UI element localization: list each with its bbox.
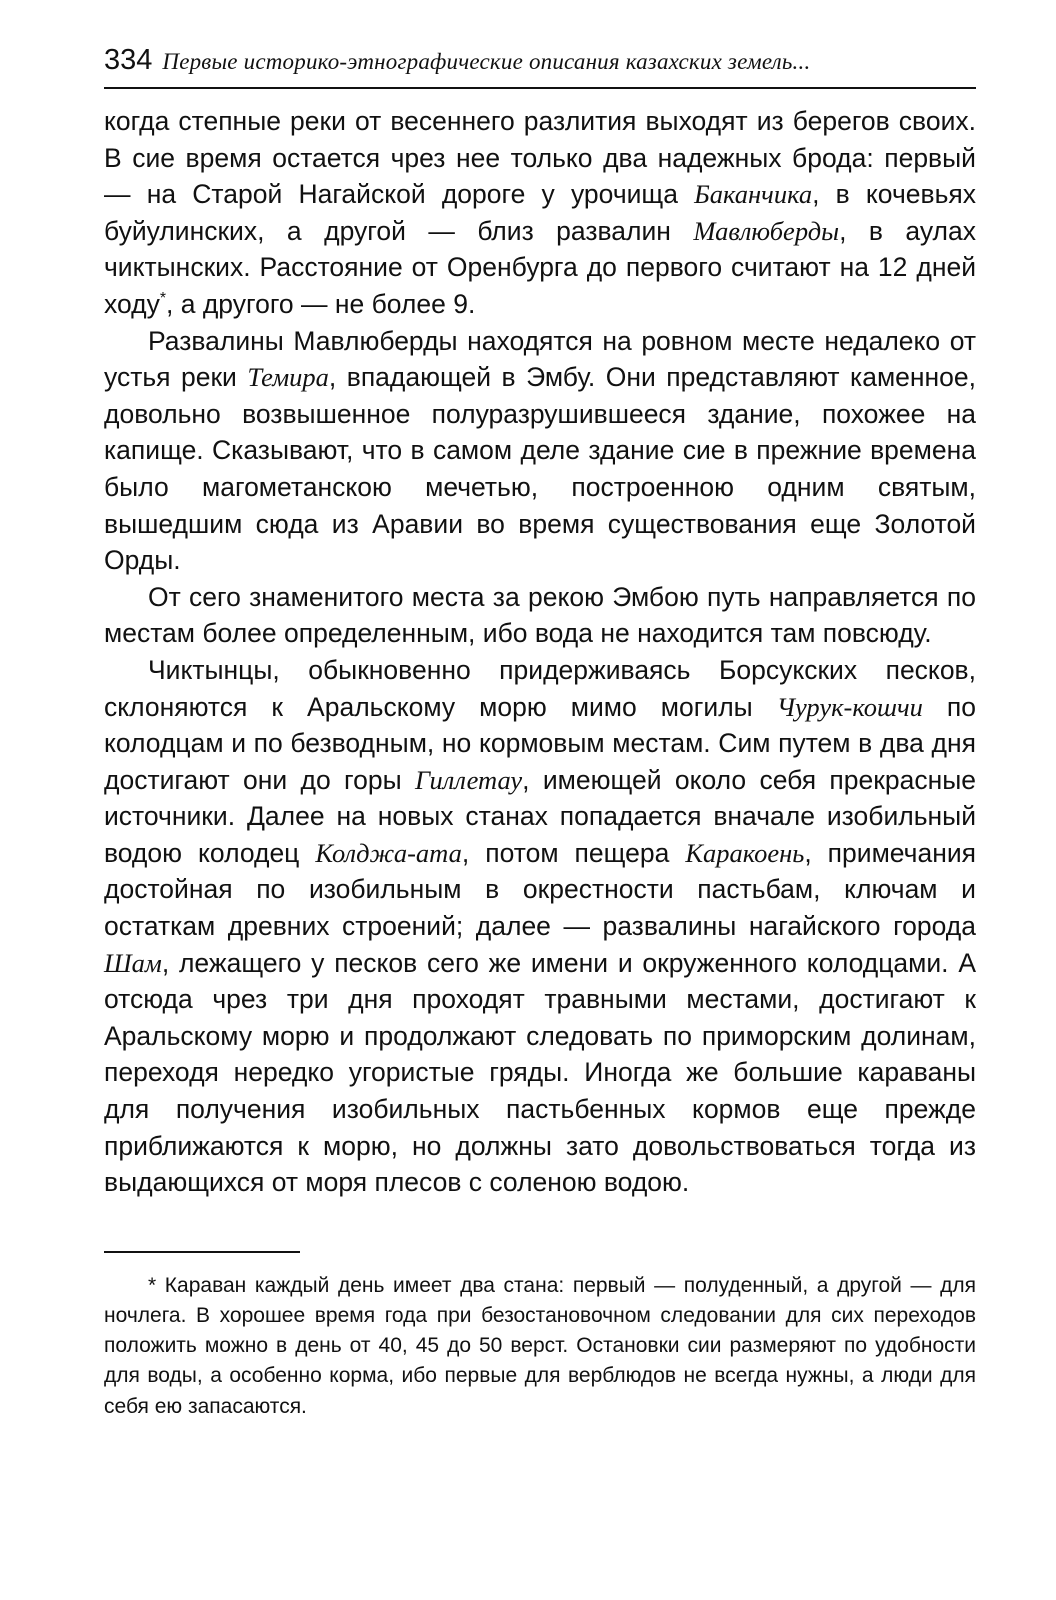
text-run: , имеющей около себя прекрасные источники. Далее на новых станах попадается вначале изобильный водою колодец <box>104 764 977 868</box>
running-title: Первые историко-этнографические описания казахских земель... <box>162 49 811 74</box>
main-text <box>104 103 976 1201</box>
text-run: , примечания достойная по изобильным в окрестности пастьбам, ключам и остаткам древних строений; далее — развалины нагайского города <box>104 837 976 942</box>
footnote-reference: * <box>159 290 167 308</box>
text-run: , в кочевьях буйулинских, а другой — близ развалин <box>104 179 976 246</box>
text-run: , впадающей в Эмбу. Они представляют каменное, довольно возвышенное полуразрушившееся здание, похожее на капище. Сказывают, что в самом деле здание сие в прежние времена было магометанскою мечетью, построенною одним святым, вышедшим сюда из Аравии во время существования еще Золотой Орды. <box>104 362 977 576</box>
footnote-mark: * <box>148 1273 157 1297</box>
running-header <box>104 44 976 89</box>
text-run: Чиктынцы, обыкновенно придерживаясь Борсукских песков, склоняются к Аральскому морю мимо могилы <box>104 654 976 722</box>
footnote-text: Караван каждый день имеет два стана: первый — полуденный, а другой — для ночлега. В хорошее время года при безостановочном следовании для сих переходов положить можно в день от 40, 45 до 50 верст. Остановки сии размеряют по удобности для воды, а особенно корма, ибо первые для верблюдов не всегда нужны, а люди для себя ею запасаются. <box>104 1273 976 1418</box>
text-run: , лежащего у песков сего же имени и окруженного колодцами. А отсюда чрез три дня проходят травными местами, достигают к Аральскому морю и продолжают следовать по приморским долинам, переходя нередко угористые гряды. Иногда же большие караваны для получения изобильных пастьбенных кормов еще прежде приближаются к морю, но должны зато довольствоваться тогда из выдающихся от моря плесов с соленою водою. <box>104 947 976 1198</box>
place-name: Колджа-ата <box>315 837 462 868</box>
place-name: Каракоень <box>685 837 805 868</box>
place-name: Темира <box>247 362 329 393</box>
text-run: Развалины Мавлюберды находятся на ровном месте недалеко от устья реки <box>104 325 976 393</box>
place-name: Баканчика <box>694 179 813 210</box>
place-name: Мавлюберды <box>693 215 840 246</box>
place-name: Шам <box>104 947 162 978</box>
footnote <box>104 1271 976 1422</box>
paragraph <box>104 323 976 579</box>
paragraph <box>104 579 976 652</box>
paragraph-continued <box>104 103 976 323</box>
paragraph <box>104 652 976 1201</box>
book-page <box>104 44 976 1443</box>
text-run: , а другого — не более 9. <box>166 288 476 319</box>
page-number: 334 <box>104 44 153 76</box>
text-run: , в аулах чиктынских. Расстояние от Оренбурга до первого считают на 12 дней ходу <box>104 215 976 319</box>
text-run: От сего знаменитого места за рекою Эмбою путь направляется по местам более определенным, ибо вода не находится там повсюду. <box>104 581 976 649</box>
place-name: Чурук-кошчи <box>776 691 923 722</box>
text-run: когда степные реки от весеннего разлития выходят из берегов своих. В сие время остается чрез нее только два надежных брода: первый — на Старой Нагайской дороге у урочища <box>104 106 976 210</box>
footnote-divider <box>104 1251 300 1253</box>
place-name: Гиллетау <box>414 764 523 795</box>
text-run: по колодцам и по безводным, но кормовым местам. Сим путем в два дня достигают они до горы <box>104 691 976 795</box>
text-run: , потом пещера <box>461 837 686 868</box>
